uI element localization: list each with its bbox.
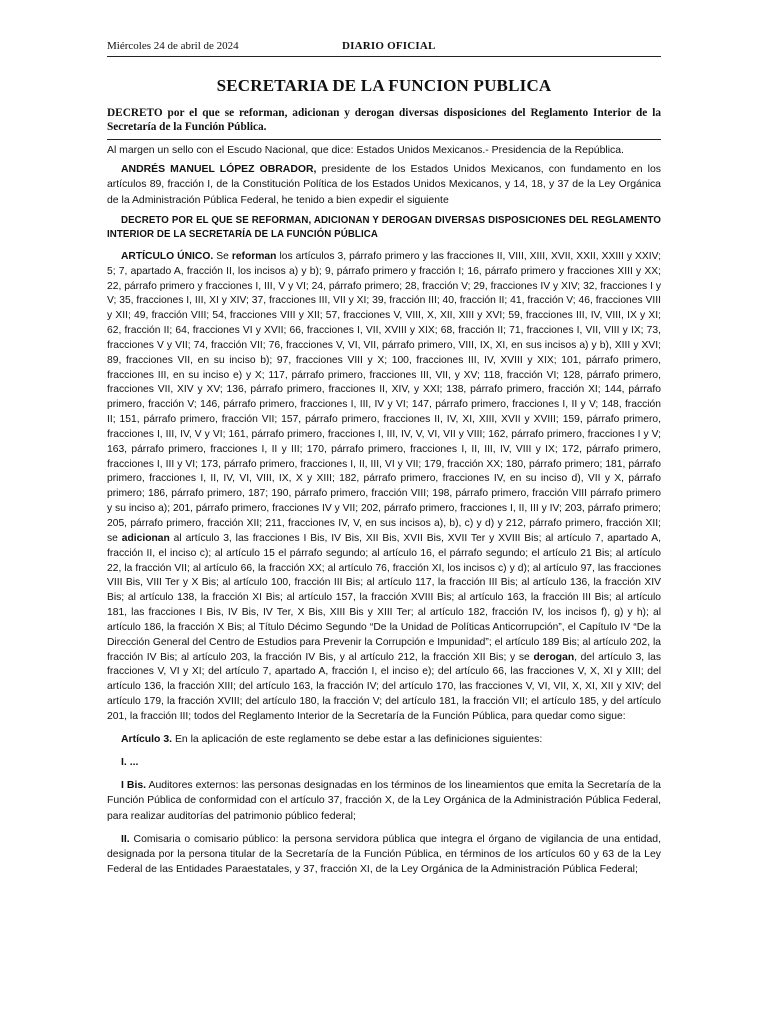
fraccion-i bbox=[107, 755, 661, 770]
adicionan-keyword: adicionan bbox=[121, 532, 170, 544]
document-page bbox=[107, 40, 661, 881]
derogan-keyword: derogan bbox=[533, 651, 575, 663]
document-body bbox=[107, 143, 661, 877]
fraccion-i-bis bbox=[107, 778, 661, 824]
president-paragraph bbox=[107, 162, 661, 208]
section-title: SECRETARIA DE LA FUNCION PUBLICA bbox=[216, 76, 552, 95]
fraccion-i-bis-text: Auditores externos: las personas designadas en los términos de los lineamientos que emita la Secretaría de la Función Pública de conformidad con el artículo 37, fracción X, de la Ley Orgánica de la Administración Pública Federal, para realizar auditorías del patrimonio público federal; bbox=[107, 780, 661, 822]
seal-paragraph: Al margen un sello con el Escudo Nacional, que dice: Estados Unidos Mexicanos.- Presidencia de la República. bbox=[107, 145, 624, 156]
fraccion-ii-label: II. bbox=[121, 833, 130, 845]
articulo-unico-paragraph bbox=[107, 250, 661, 725]
running-header bbox=[107, 40, 661, 57]
articulo-3-label: Artículo 3. bbox=[121, 733, 173, 745]
fraccion-i-bis-label: I Bis. bbox=[121, 780, 147, 792]
header-date: Miércoles 24 de abril de 2024 bbox=[107, 40, 239, 52]
fraccion-ii bbox=[107, 832, 661, 878]
articulo-unico-label: ARTÍCULO ÚNICO. bbox=[121, 250, 214, 262]
articulo-unico-text-4: , del artículo 3, las fracciones V, VI y XI; del artículo 7, apartado A, fracción I, el inciso e); del artículo 66, las fracciones V, X, XI y XIII; del artículo 136, la fracción XIII; del artículo 163, la fracción IV; del artículo 170, las fracciones V, VI, VII, X, XI, XII y XIV; del artículo 179, la fracción XVIII; del artículo 180, la fracción V; del artículo 181, la fracción VII; el artículo 185, y del artículo 201, la fracción III; todos del Reglamento Interior de la Secretaría de la Función Pública, para quedar como sigue: bbox=[107, 651, 662, 722]
articulo-unico-text-1: Se bbox=[213, 250, 232, 262]
articulo-unico-text-2: los artículos 3, párrafo primero y las fracciones II, VIII, XIII, XVII, XXII, XXIII y XXIV; 5; 7, apartado A, fracción II, los incisos a) y b); 9, párrafo primero y fracción I; 16, párrafo primero y fracciones XIII y XX; 22, párrafo primero y fracciones I, III, V y VI; 24, párrafo primero; 28, fracción V; 29, fracciones IV y XIV; 32, fracciones I y V; 35, fracciones I, III, XI y XIV; 37, fracciones III, VII y XI; 39, fracción III; 40, fracción II; 41, fracción V; 46, fracciones VIII y XII; 49, fracción VIII; 54, fracciones VIII y XII; 57, fracciones V, VIII, X, XII, XIII y XVI; 59, fracciones III, IV, VIII, IX y XI; 62, fracción II; 64, fracciones VI y XVII; 66, fracciones I, VII, XVIII y XIX; 68, fracción II; 71, fracciones I, VII, VIII y IX; 73, fracciones V y VII; 74, fracción VII; 76, fracciones V, VI, VII, párrafo primero, VIII, IX, XI, en sus incisos a) y b), XIII y XVI; 89, fracciones VII, en su inciso b); 97, fracciones VIII y X; 100, fracciones III, IV, XVIII y XIX; 101, párrafo primero, fracciones III, en su inciso e) y X; 117, párrafo primero, fracciones III, VII, y XV; 118, fracción VI; 128, párrafo primero, fracciones VII, XIV y XV; 136, párrafo primero, fracciones II, XIV, y XXI; 138, párrafo primero, fracción XI; 144, párrafo primero, fracción V; 146, párrafo primero, fracciones I, III, IV y VI; 147, párrafo primero, fracciones I, II y V; 148, fracción II; 151, párrafo primero, fracción VII; 157, párrafo primero, fracciones II, IV, XI, XIII, XVII y XVIII; 159, párrafo primero, fracciones I, III, IV, V y VI; 161, párrafo primero, fracciones I, III, IV, V, VI, VII y VIII; 162, párrafo primero, fracciones I y V; 163, párrafo primero, fracciones I, II y III; 170, párrafo primero, fracciones I, II, III, IV, VIII y IX; 172, párrafo primero, fracciones I, III y VI; 173, párrafo primero, fracciones I, II, III, VI y VII; 179, fracción XX; 180, párrafo primero; 181, párrafo primero, fracciones I, II, IV, VI, VIII, IX, X y XIII; 182, párrafo primero, fracciones IV, en su inciso d), VII y X, párrafo primero; 186, párrafo primero, 187; 190, párrafo primero, fracción VIII; 198, párrafo primero, fracción VIII párrafo primero y su inciso a); 201, párrafo primero, fracciones IV y VII; 202, párrafo primero, fracciones I, II, III y IV; 203, párrafo primero; 205, párrafo primero, fracción XII; 211, fracciones IV, V, en sus incisos a), b), c) y d) y 212, párrafo primero, fracción XII; se bbox=[107, 250, 661, 544]
president-text: presidente de los Estados Unidos Mexicanos, con fundamento en los artículos 89, fracción I, de la Constitución Política de los Estados Unidos Mexicanos, y 14, 18, y 37 de la Ley Orgánica de la Administración Pública Federal, he tenido a bien expedir el siguiente bbox=[107, 164, 661, 206]
articulo-unico-text-3: al artículo 3, las fracciones I Bis, IV Bis, XII Bis, XVII Bis, XVII Ter y XVIII Bis; al artículo 7, apartado A, fracción II, el inciso c); al artículo 15 el párrafo segundo; al artículo 16, el párrafo segundo; el artículo 21 Bis; al artículo 22, la fracción VII; al artículo 66, la fracción XX; al artículo 76, fracción XI, los incisos c) y d); al artículo 97, las fracciones VIII Bis, VIII Ter y X Bis; al artículo 100, fracción III Bis; al artículo 117, la fracción III Bis; al artículo 136, la fracción XIV Bis; al artículo 138, la fracción XI Bis; al artículo 157, la fracción XVIII Bis; al artículo 163, la fracción III Bis; al artículo 181, las fracciones I Bis, IV Bis, IV Ter, X Bis, XIII Bis y XIII Ter; al artículo 182, fracción IV, los incisos f), g) y h); al artículo 186, la fracción X Bis; al Título Décimo Segundo “De la Unidad de Políticas Anticorrupción”, el Capítulo IV “De la Dirección General del Centro de Estudios para Prevenir la Corrupción e Impunidad”; el artículo 189 Bis; al artículo 202, la fracción IV Bis; al artículo 203, la fracción IV Bis, y al artículo 212, la fracción XII Bis; y se bbox=[107, 532, 661, 663]
fraccion-ii-text: Comisaria o comisario público: la persona servidora pública que integra el órgano de vigilancia de una entidad, designada por la persona titular de la Secretaría de la Función Pública, en términos de los artículos 60 y 63 de la Ley Federal de las Entidades Paraestatales, y 37, fracción XI, de la Ley Orgánica de la Administración Pública Federal; bbox=[107, 833, 661, 876]
fraccion-i-label: I. ... bbox=[121, 757, 139, 769]
president-name: ANDRÉS MANUEL LÓPEZ OBRADOR, bbox=[121, 164, 317, 176]
decree-caps-heading: DECRETO POR EL QUE SE REFORMAN, ADICIONAN Y DEROGAN DIVERSAS DISPOSICIONES DEL REGLAMENTO INTERIOR DE LA SECRETARÍA DE LA FUNCIÓN PÚBLICA bbox=[107, 214, 661, 241]
articulo-3-paragraph bbox=[107, 732, 661, 747]
articulo-3-text: En la aplicación de este reglamento se debe estar a las definiciones siguientes: bbox=[172, 733, 543, 745]
reforman-keyword: reforman bbox=[231, 250, 277, 262]
decree-title: DECRETO por el que se reforman, adicionan y derogan diversas disposiciones del Reglamento Interior de la Secretaría de la Función Pública. bbox=[107, 106, 661, 140]
header-publication: DIARIO OFICIAL bbox=[342, 40, 436, 52]
